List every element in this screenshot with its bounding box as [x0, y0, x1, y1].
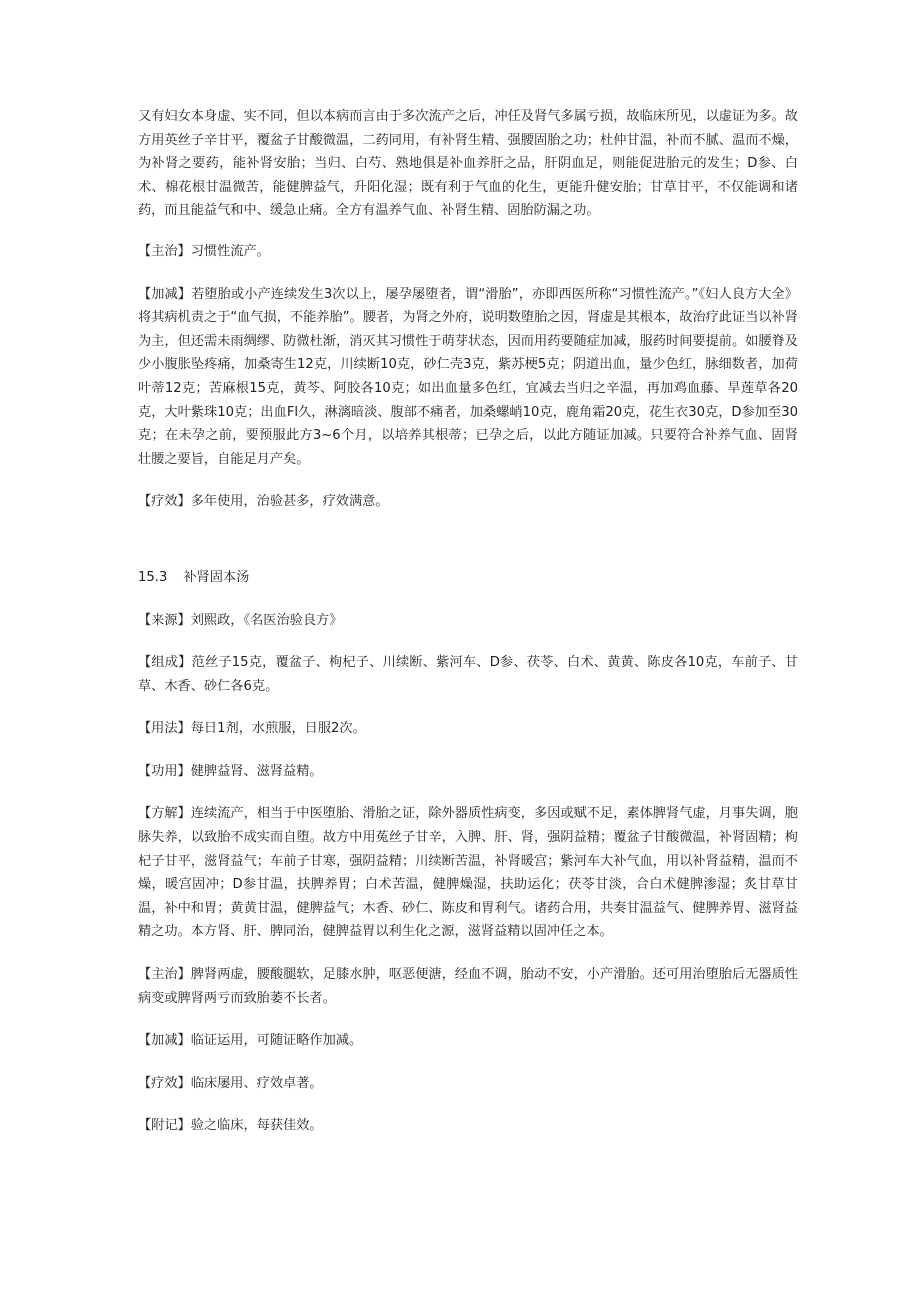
explanation-paragraph: 【方解】连续流产，相当于中医堕胎、滑胎之证，除外器质性病变，多因或赋不足，素体脾肾气虚，月事失调，胞脉失养，以致胎不成实而自堕。故方中用菟丝子甘辛，入脾、肝、肾，强阴益精；覆盆子甘酸微温，补肾固精；枸杞子甘平，滋肾益气；车前子甘寒，强阴益精；川续断苦温，补肾暖宫；紫河车大补气血，用以补肾益精，温而不燥，暖宫固冲；D参甘温，扶脾养胃；白术苦温，健脾燥湿，扶助运化；茯苓甘淡，合白术健脾渗湿；炙甘草甘温，补中和胃；黄黄甘温，健脾益气；木香、砂仁、陈皮和胃利气。诸药合用，共奏甘温益气、健脾养胃、滋肾益精之功。本方肾、肝、脾同治，健脾益胃以利生化之源，滋肾益精以固冲任之本。	[138, 806, 798, 940]
composition-paragraph: 【组成】范丝子15克，覆盆子、枸杞子、川续断、紫河车、D参、茯苓、白术、黄黄、陈皮各10克，车前子、甘草、木香、砂仁各6克。	[138, 655, 798, 694]
section-number: 15.3	[138, 569, 168, 585]
appendix-paragraph: 【附记】验之临床，每获佳效。	[138, 1118, 323, 1134]
usage-paragraph: 【用法】每日1剂，水煎服，日服2次。	[138, 721, 366, 737]
section-title: 补肾固本汤	[183, 569, 250, 585]
modifications-paragraph-2: 【加减】临证运用，可随证略作加减。	[138, 1033, 363, 1049]
document-page	[138, 105, 798, 1157]
intro-paragraph: 又有妇女本身虚、实不同，但以本病而言由于多次流产之后，冲任及肾气多属亏损，故临床所见，以虚证为多。故方用英丝子辛甘平，覆盆子甘酸微温，二药同用，有补肾生精、强腰固胎之功；杜仲甘温，补而不腻、温而不燥，为补肾之要药，能补肾安胎；当归、白芍、熟地俱是补血养肝之品，肝阴血足，则能促进胎元的发生；D参、白术、棉花根甘温微苦，能健脾益气，升阳化湿；既有利于气血的化生，更能升健安胎；甘草甘平，不仅能调和诸药，而且能益气和中、缓急止痛。全方有温养气血、补肾生精、固胎防漏之功。	[138, 109, 798, 219]
indications-paragraph: 【主治】习惯性流产。	[138, 243, 270, 259]
function-paragraph: 【功用】健脾益肾、滋肾益精。	[138, 763, 323, 779]
indications-paragraph-2: 【主治】脾肾两虚，腰酸腿软，足膝水肿，呕恶便溏，经血不调，胎动不安，小产滑胎。还可用治堕胎后无器质性病变或脾肾两亏而致胎萎不长者。	[138, 967, 798, 1006]
modifications-paragraph: 【加减】若堕胎或小产连续发生3次以上，屡孕屡堕者，谓“滑胎”，亦即西医所称“习惯性流产。”《妇人良方大全》将其病机责之于“血气损，不能养胎”。腰者，为肾之外府，说明数堕胎之因，肾虚是其根本，故治疗此证当以补肾为主，但还需未雨绸缪、防微杜渐，消灭其习惯性于萌芽状态，因而用药要随症加减，服药时间要提前。如腰脊及少小腹胀坠疼痛，加桑寄生12克，川续断10克，砂仁壳3克，紫苏梗5克；阴道出血，量少色红，脉细数者，加荷叶蒂12克；苦麻根15克，黄芩、阿胶各10克；如出血量多色红，宜减去当归之辛温，再加鸡血藤、旱莲草各20克，大叶紫珠10克；出血Fl久，淋漓暗淡、腹部不痛者，加桑螺峭10克，鹿角霜20克，花生衣30克，D参加至30克；在未孕之前，要预服此方3~6个月，以培养其根蒂；已孕之后，以此方随证加减。只要符合补养气血、固肾壮腰之要旨，自能足月产矣。	[138, 286, 798, 467]
source-paragraph: 【来源】刘熙政，《名医治验良方》	[138, 612, 343, 628]
efficacy-paragraph-2: 【疗效】临床屡用、疗效卓著。	[138, 1075, 323, 1091]
efficacy-paragraph: 【疗效】多年使用，治验甚多，疗效满意。	[138, 494, 389, 510]
section-heading	[138, 566, 798, 590]
